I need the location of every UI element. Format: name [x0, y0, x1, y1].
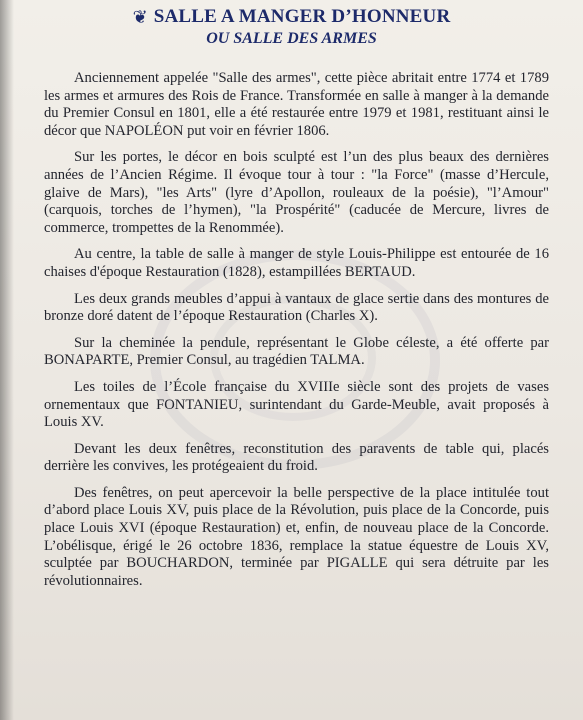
placard-header: [0, 6, 583, 48]
paragraph-windows: Des fenêtres, on peut apercevoir la belle perspective de la place intitulée tout d’abord place Louis XV, puis place de la Révolution, puis place de la Concorde, puis place Louis XVI (époque Restauration) et, enfin, de nouveau place de la Concorde. L’obélisque, érigé le 26 octobre 1836, remplace la statue équestre de Louis XV, sculptée par BOUCHARDON, terminée par PIGALLE qui sera détruite par les révolutionnaires.: [44, 484, 549, 589]
title-row: [0, 6, 583, 28]
paragraph-paintings: Les toiles de l’École française du XVIIIe siècle sont des projets de vases ornementaux que FONTANIEU, surintendant du Garde-Meuble, avait proposés à Louis XV.: [44, 378, 549, 431]
placard-edge-shadow: [0, 0, 14, 720]
page-subtitle: OU SALLE DES ARMES: [206, 30, 377, 47]
paragraph-doors: Sur les portes, le décor en bois sculpté est l’un des plus beaux des dernières années de l’Ancien Régime. Il évoque tour à tour : "la Force" (masse d’Hercule, glaive de Mars), "les Arts" (lyre d’Apollon, rouleaux de la poésie), "l’Amour" (carquois, torches de l’hymen), "la Prospérité" (caducée de Mercure, livres de commerce, trompettes de la Renommée).: [44, 149, 549, 236]
paragraph-furniture: Les deux grands meubles d’appui à vantaux de glace sertie dans des montures de bronze doré datent de l’époque Restauration (Charles X).: [44, 290, 549, 325]
paragraph-table: Au centre, la table de salle à manger de style Louis-Philippe est entourée de 16 chaises d'époque Restauration (1828), estampillées BERTAUD.: [44, 246, 549, 280]
fleuron-ornament-icon: ❦: [132, 6, 148, 27]
paragraph-history: Anciennement appelée "Salle des armes", cette pièce abritait entre 1774 et 1789 les armes et armures des Rois de France. Transformée en salle à manger à la demande du Premier Consul en 1801, elle a été restaurée entre 1979 et 1981, restituant ainsi le décor que NAPOLÉON put voir en février 1806.: [44, 70, 549, 139]
page-title: SALLE A MANGER D’HONNEUR: [153, 6, 451, 27]
paragraph-clock: Sur la cheminée la pendule, représentant le Globe céleste, a été offerte par BONAPARTE, Premier Consul, au tragédien TALMA.: [44, 334, 549, 369]
paragraph-screens: Devant les deux fenêtres, reconstitution des paravents de table qui, placés derrière les convives, les protégeaient du froid.: [44, 440, 549, 475]
placard-body: [44, 70, 549, 590]
